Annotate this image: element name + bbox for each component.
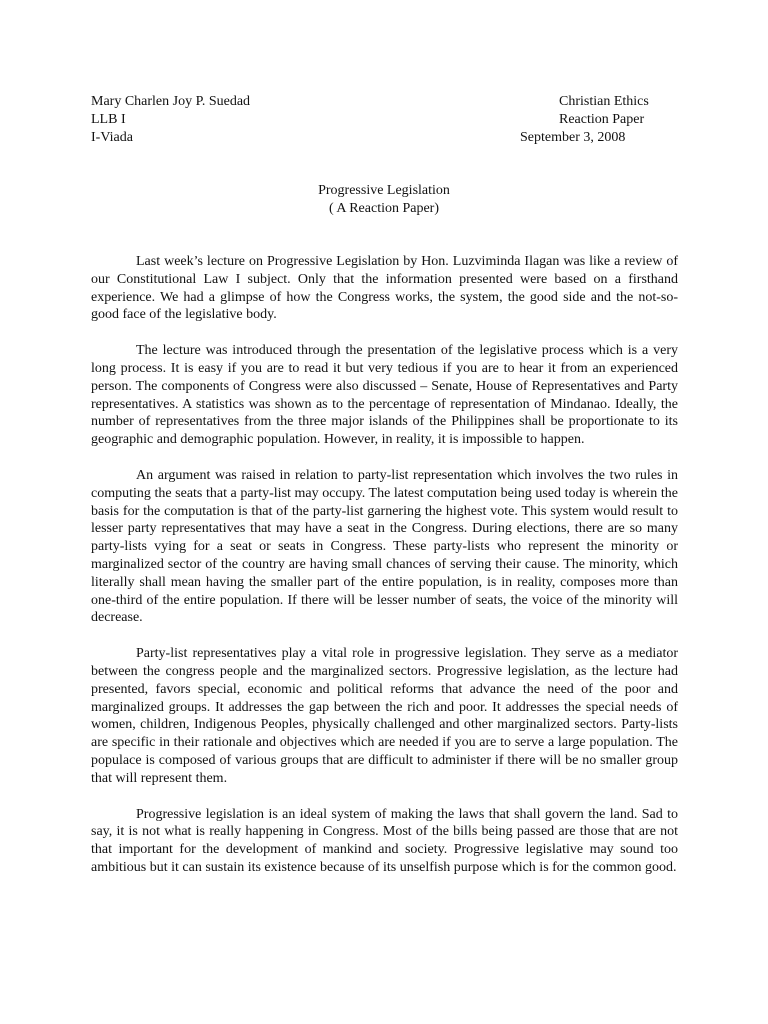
document-subtitle: ( A Reaction Paper) — [328, 201, 440, 216]
section-name: I-Viada — [91, 130, 133, 145]
course-name: LLB I — [91, 112, 126, 127]
paragraph-2: The lecture was introduced through the presentation of the legislative process which is a very long process. It is easy if you are to read it but very tedious if you are to hear it from an experienced person. The components of Congress were also discussed – Senate, House of Representatives and Party representatives. A statistics was shown as to the percentage of representation of Mindanao. Ideally, the number of representatives from the three major islands of the Philippines shall be proportionate to its geographic and demographic population. However, in reality, it is impossible to happen. — [91, 343, 678, 448]
title-block — [0, 182, 768, 218]
paragraph-1: Last week’s lecture on Progressive Legislation by Hon. Luzviminda Ilagan was like a review of our Constitutional Law I subject. Only that the information presented were based on a firsthand experience. We had a glimpse of how the Congress works, the system, the good side and the not-so-good face of the legislative body. — [91, 254, 678, 323]
header-row-2 — [91, 111, 679, 129]
document-body — [91, 253, 678, 895]
paragraph-4: Party-list representatives play a vital role in progressive legislation. They serve as a mediator between the congress people and the marginalized sectors. Progressive legislation, as the lecture had presented, favors special, economic and political reforms that advance the need of the poor and marginalized groups. It addresses the gap between the rich and poor. It addresses the special needs of women, children, Indigenous Peoples, physically challenged and other marginalized sectors. Party-lists are specific in their rationale and objectives which are needed if you are to serve a large population. The populace is composed of various groups that are difficult to administer if there will be no smaller group that will represent them. — [91, 646, 678, 786]
document-date: September 3, 2008 — [520, 130, 626, 145]
header-row-1 — [91, 93, 679, 111]
document-type: Reaction Paper — [559, 112, 645, 127]
paragraph-3: An argument was raised in relation to party-list representation which involves the two rules in computing the seats that a party-list may occupy. The latest computation being used today is wherein the basis for the computation is that of the party-list garnering the highest vote. This system would result to lesser party representatives that may have a seat in the Congress. During elections, there are so many party-lists vying for a seat or seats in Congress. These party-lists who represent the minority or marginalized sector of the country are having small chances of serving their cause. The minority, which literally shall mean having the smaller part of the entire population, is in reality, composes more than one-third of the entire population. If there will be lesser number of seats, the voice of the minority will decrease. — [91, 467, 678, 626]
subject-name: Christian Ethics — [559, 94, 649, 109]
document-header — [91, 93, 679, 147]
document-title: Progressive Legislation — [318, 183, 450, 198]
author-name: Mary Charlen Joy P. Suedad — [91, 94, 251, 109]
paragraph-5: Progressive legislation is an ideal system of making the laws that shall govern the land. Sad to say, it is not what is really happening in Congress. Most of the bills being passed are those that are not that important for the development of mankind and society. Progressive legislative may sound too ambitious but it can sustain its existence because of its unselfish purpose which is for the common good. — [91, 806, 678, 875]
header-row-3 — [91, 129, 679, 147]
